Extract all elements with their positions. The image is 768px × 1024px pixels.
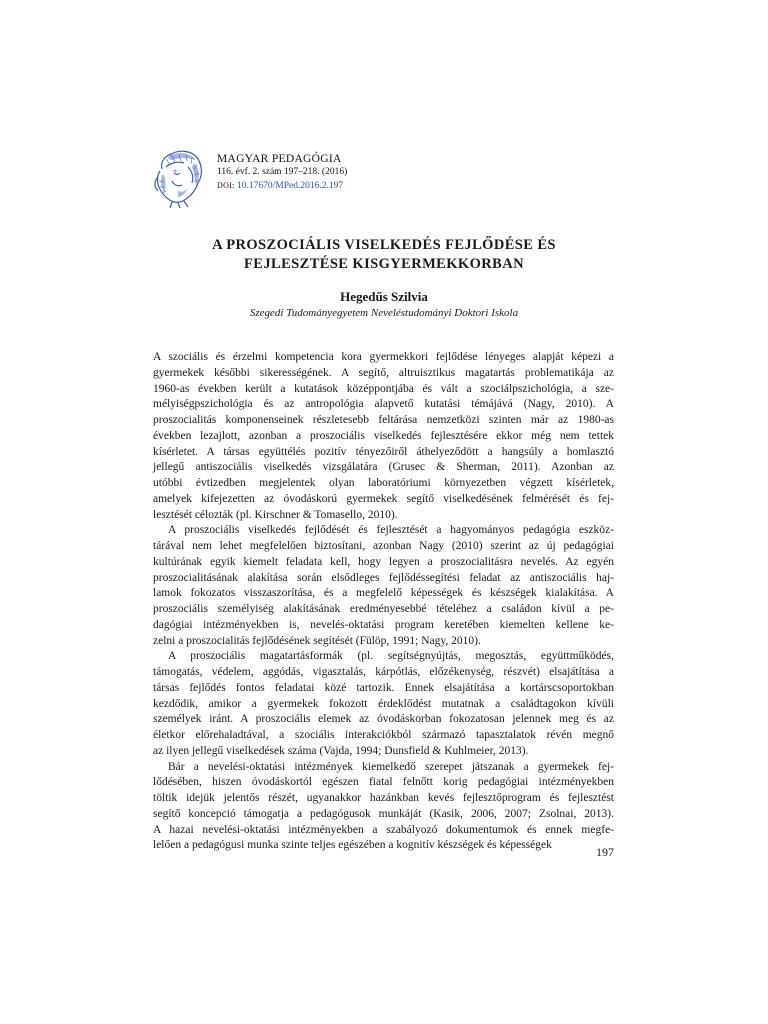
text-line: években lezajlott, azonban a proszociális viselkedés fejlesztésére ekkor még nem tettek — [153, 429, 614, 442]
journal-logo — [148, 147, 208, 209]
text-line: dagógiai intézményekben is, nevelés-oktatási program keretében kiemelten kellene ke- — [153, 618, 614, 631]
text-line: proszocialitásának alakítása során elsődleges fejlődéssegítési feladat az antiszociális haj- — [153, 571, 614, 584]
text-line: jellegű antiszociális viselkedés vizsgálatára (Grusec & Sherman, 2011). Azonban az — [153, 461, 614, 474]
text-line: támogatás, védelem, aggódás, vigasztalás, kárpótlás, előzékenység, részvét) elsajátítása a — [153, 666, 614, 678]
author-name: Hegedűs Szilvia — [340, 289, 428, 304]
text-line: A proszociális viselkedés fejlődését és fejlesztését a hagyományos pedagógia eszköz- — [168, 524, 614, 537]
text-line: kultúrának egyik kiemelt feladata kell, hogy legyen a proszocialitásra nevelés. Az egyén — [153, 555, 614, 568]
text-line: kezdődik, amikor a gyermekek fokozott érdeklődést mutatnak a családtagokon kívüli — [153, 697, 614, 710]
athena-head-icon — [148, 147, 208, 209]
text-line: Bár a nevelési-oktatási intézmények kiemelkedő szerepet játszanak a gyermekek fej- — [168, 760, 614, 773]
author-affiliation: Szegedi Tudományegyetem Neveléstudományi Doktori Iskola — [249, 307, 519, 319]
article-title — [120, 236, 648, 274]
text-line: tárával nem lehet megfelelően biztosítani, azonban Nagy (2010) szerint az új pedagógiai — [153, 540, 614, 552]
paragraph — [153, 523, 614, 649]
text-line: proszocialitás komponenseinek részletesebb feltárása nemzetközi szinten már az 1980-as — [153, 414, 614, 426]
text-line: segítő koncepció támogatja a pedagógusok munkáját (Kasik, 2006, 2007; Zsolnai, 2013). — [153, 807, 614, 820]
text-line: lesztését célozták (pl. Kirschner & Tomasello, 2010). — [153, 508, 398, 521]
journal-issue: 116. évf. 2. szám 197–218. (2016) — [217, 167, 348, 177]
text-line: mélyiségpszichológia és az antropológia alapvető kutatási témájává (Nagy, 2010). A — [153, 398, 614, 411]
text-line: életkor előrehaladtával, a szociális interakciókból származó tapasztalatok révén megnő — [153, 729, 614, 741]
text-line: személyek iránt. A proszociális elemek az óvodáskorban fokozatosan jelennek meg és az — [153, 713, 614, 726]
text-line: kísérletet. A társas együttélés pozitív tényezőiről áthelyeződött a hangsúly a homlasztó — [153, 445, 614, 458]
journal-header — [217, 153, 347, 193]
text-line: utóbbi évtizedben megjelentek olyan laboratóriumi környezetben végzett kísérletek, — [153, 477, 614, 489]
text-line: 1960-as években került a kutatások középpontjába és vált a szociálpszichológia, a sze- — [153, 382, 614, 395]
paragraph — [153, 350, 614, 523]
text-line: A proszociális magatartásformák (pl. segítségnyújtás, megosztás, együttműködés, — [168, 650, 614, 663]
text-line: az ilyen jellegű viselkedések száma (Vajda, 1994; Dunsfield & Kuhlmeier, 2013). — [153, 744, 529, 757]
paragraph — [153, 649, 614, 759]
paragraph — [153, 760, 614, 855]
text-line: proszociális személyiség alakításának eredményesebbé tételéhez a családon kívül a pe- — [153, 603, 614, 615]
text-line: zelni a proszocialitás fejlődésének segítését (Fülöp, 1991; Nagy, 2010). — [153, 634, 481, 647]
journal-name: MAGYAR PEDAGÓGIA — [217, 153, 342, 165]
text-line: lődésében, hiszen óvodáskortól egészen fiatal felnőtt korig pedagógiai intézményekben — [153, 776, 614, 789]
text-line: társas fejlődés fontos feladatai közé tartozik. Ennek elsajátítása a kortárscsoportokban — [153, 681, 614, 694]
doi-line — [217, 179, 347, 193]
page-number: 197 — [596, 845, 614, 859]
text-line: A hazai nevelési-oktatási intézményekben a szabályozó dokumentumok és ennek megfe- — [153, 823, 614, 836]
text-line: A szociális és érzelmi kompetencia kora gyermekkori fejlődése lényeges alapját képezi a — [153, 351, 614, 363]
text-line: lamok fokozatos visszaszorítása, és a megfelelő képességek és készségek kialakítása. A — [153, 587, 614, 600]
text-line: gyermekek későbbi sikerességének. A segítő, altruisztikus magatartás problematikája az — [153, 366, 614, 379]
text-line: amelyek kifejezetten az óvodáskorú gyermekek segítő viselkedésének felmérését és fej- — [153, 492, 614, 505]
doi-label: DOI: — [217, 181, 235, 190]
article-body — [153, 350, 614, 854]
title-line: A PROSZOCIÁLIS VISELKEDÉS FEJLŐDÉSE ÉS — [212, 237, 556, 253]
text-line: töltik idejük jelentős részét, ugyanakkor hazánkban kevés fejlesztőprogram és fejlesztést — [153, 792, 614, 804]
text-line: lelően a pedagógusi munka szinte teljes egészében a kognitív készségek és képességek — [153, 839, 552, 852]
title-line: FEJLESZTÉSE KISGYERMEKKORBAN — [244, 256, 524, 272]
doi-link[interactable]: 10.17670/MPed.2016.2.197 — [237, 181, 344, 191]
